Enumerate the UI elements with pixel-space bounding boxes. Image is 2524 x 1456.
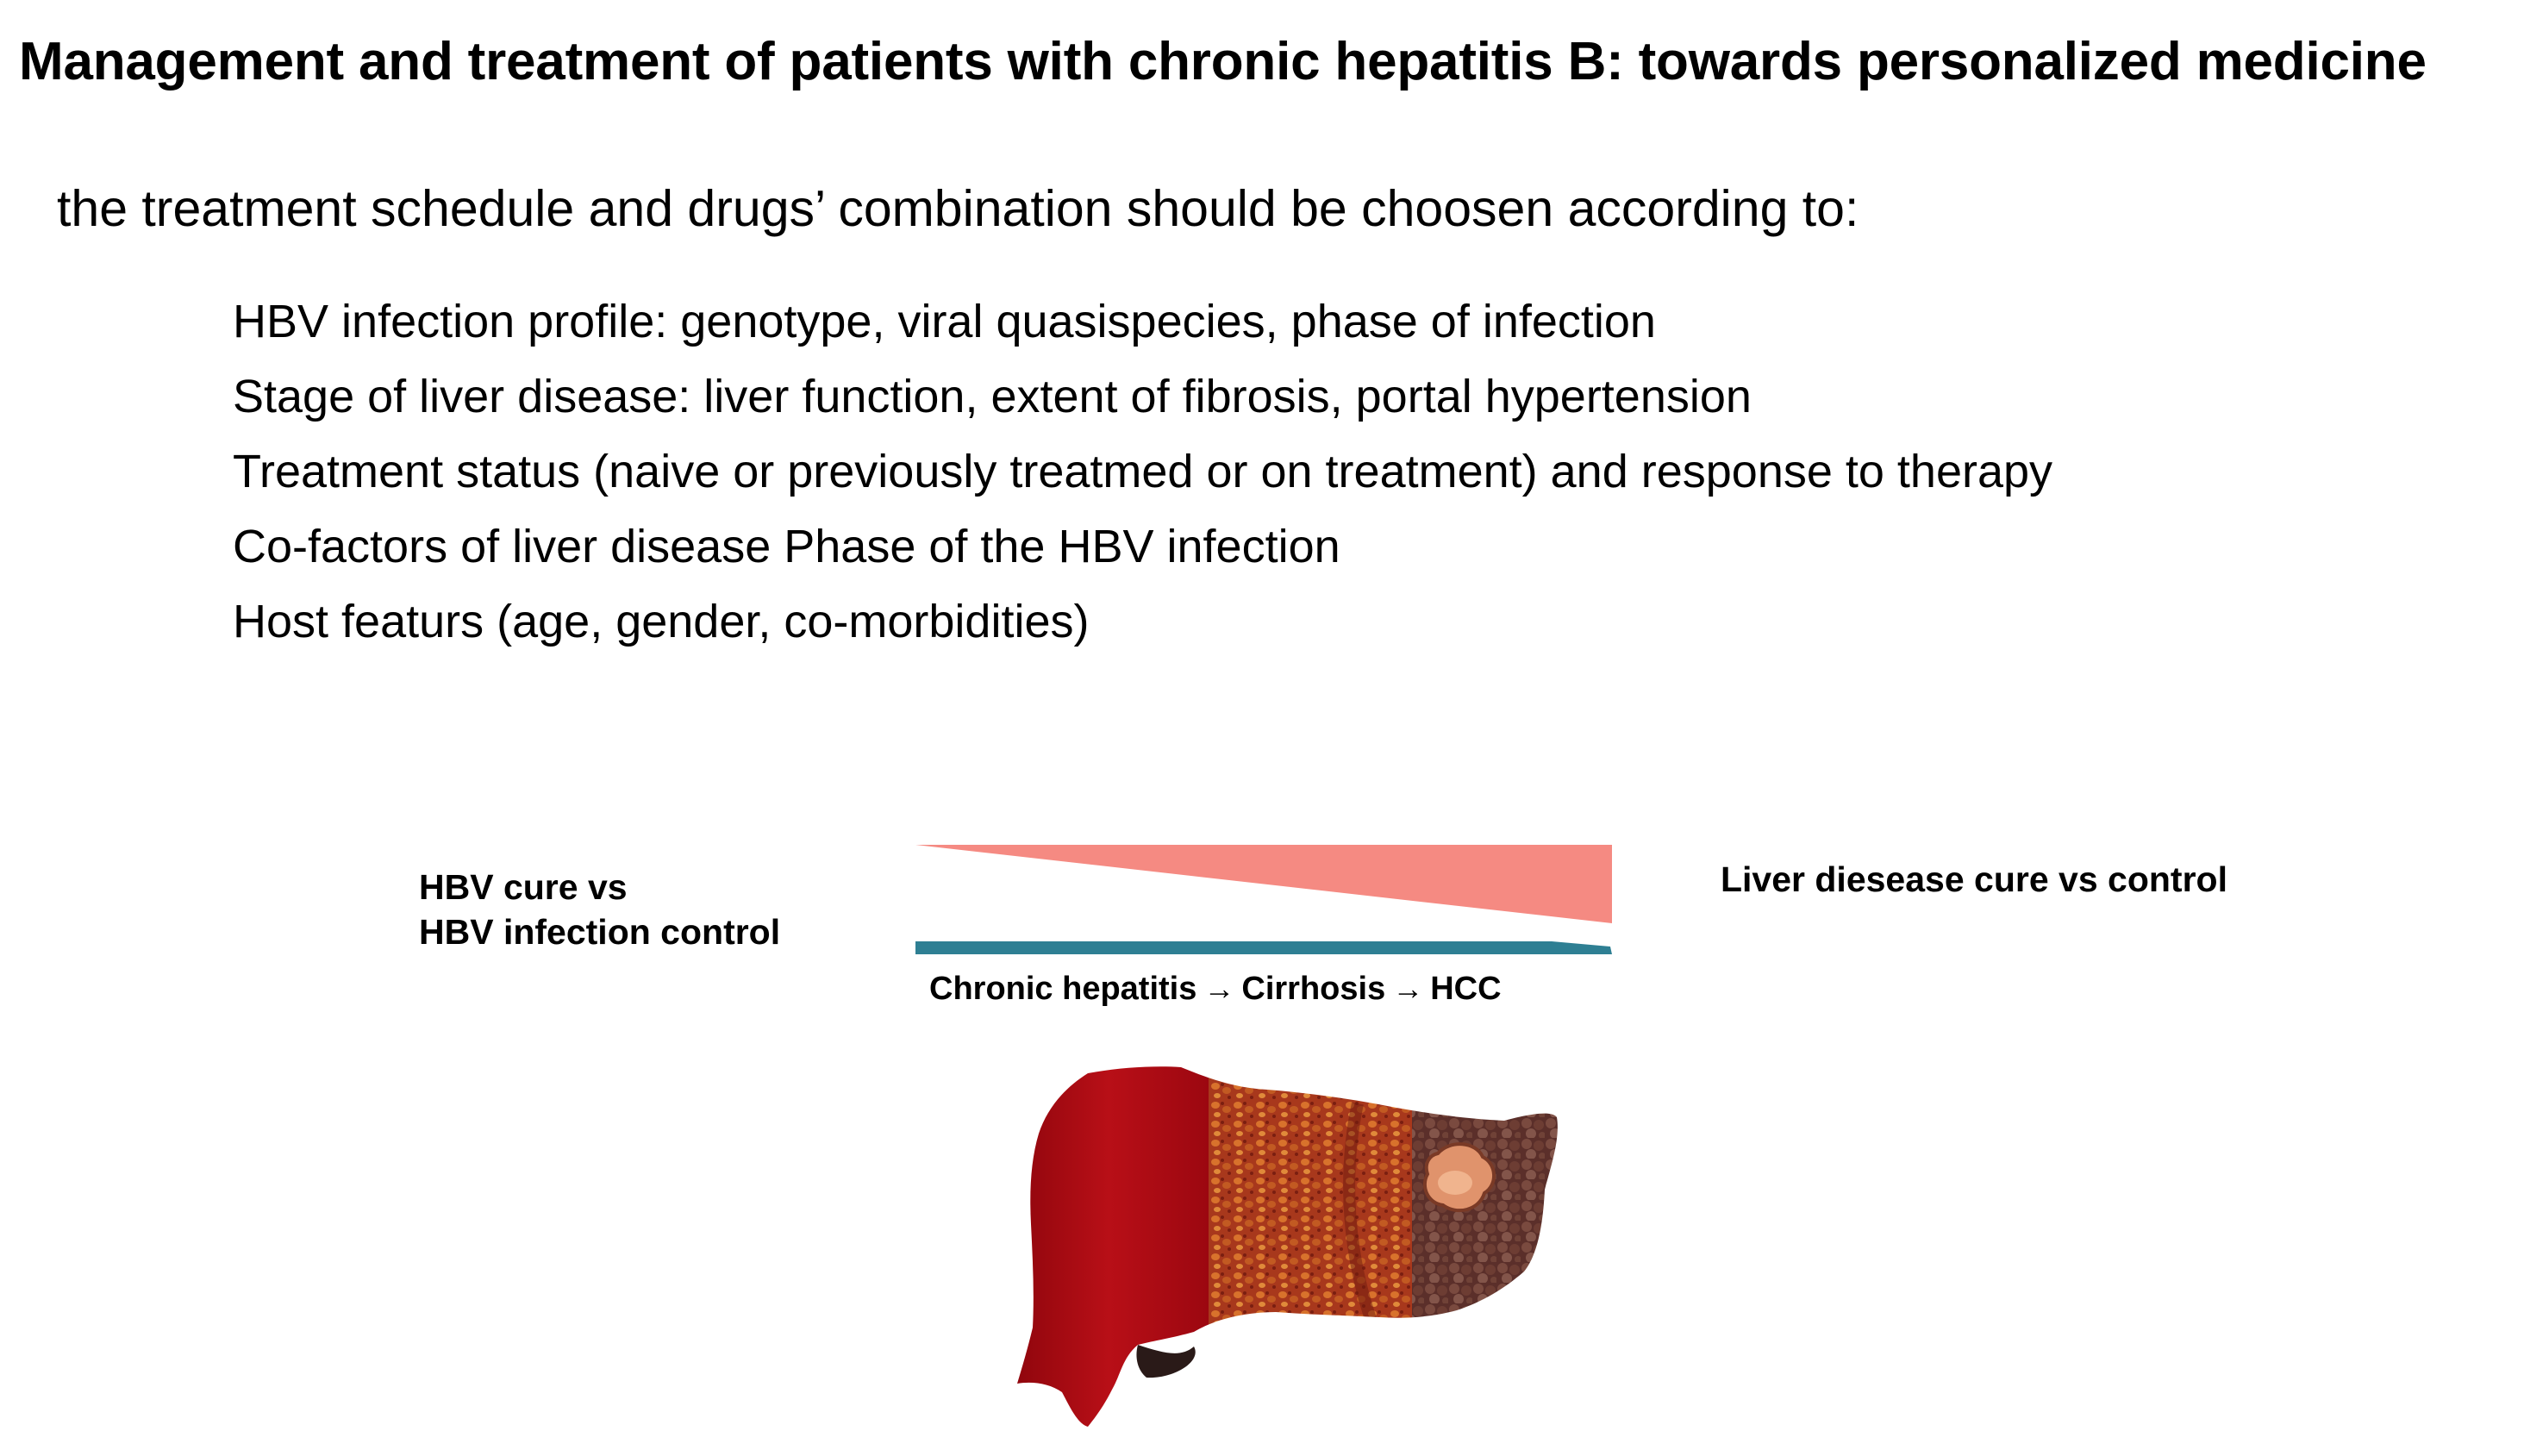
hbv-cure-label-line1: HBV cure vs <box>419 867 628 907</box>
liver-illustration <box>1009 1060 1567 1440</box>
stage-chronic-hepatitis: Chronic hepatitis <box>929 971 1197 1007</box>
risk-wedge <box>915 845 1612 923</box>
criteria-item-hbv-profile: HBV infection profile: genotype, viral quasispecies, phase of infection <box>233 296 1656 347</box>
stage-cirrhosis: Cirrhosis <box>1241 971 1386 1007</box>
criteria-item-host-features: Host featurs (age, gender, co-morbidities) <box>233 596 1090 647</box>
slide-title: Management and treatment of patients with chronic hepatitis B: towards personalized medicine <box>19 32 2427 91</box>
hbv-cure-label-line2: HBV infection control <box>419 912 781 952</box>
criteria-item-liver-stage: Stage of liver disease: liver function, extent of fibrosis, portal hypertension <box>233 371 1752 422</box>
stage-hcc: HCC <box>1430 971 1502 1007</box>
slide-subtitle: the treatment schedule and drugs’ combination should be choosen according to: <box>57 180 1859 237</box>
criteria-item-cofactors: Co-factors of liver disease Phase of the HBV infection <box>233 521 1340 572</box>
progression-bar <box>915 941 1612 954</box>
criteria-item-treatment-status: Treatment status (naive or previously treatmed or on treatment) and response to therapy <box>233 446 2053 497</box>
arrow-right-icon: → <box>1203 971 1235 1006</box>
liver-disease-cure-label: Liver diesease cure vs control <box>1721 859 2227 899</box>
arrow-right-icon: → <box>1392 971 1424 1006</box>
